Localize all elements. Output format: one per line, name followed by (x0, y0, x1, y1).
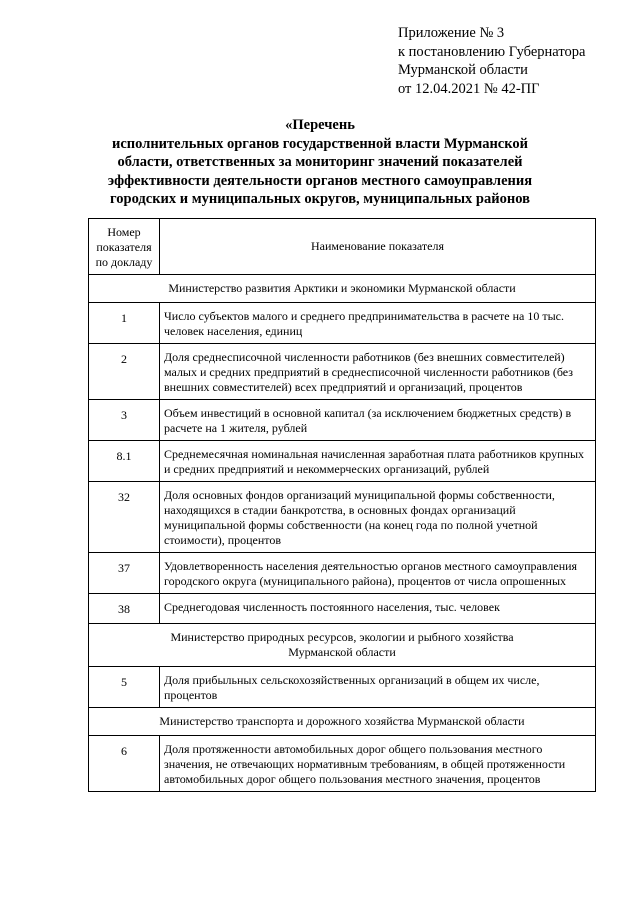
table-row (89, 303, 596, 344)
table-row (89, 482, 596, 553)
document-title (80, 116, 560, 209)
indicator-name: Среднегодовая численность постоянного населения, тыс. человек (160, 594, 596, 624)
appendix-block (398, 24, 585, 98)
table-header-row (89, 219, 596, 275)
indicator-number: 5 (89, 667, 160, 708)
indicator-number: 8.1 (89, 441, 160, 482)
section-row (89, 624, 596, 667)
title-line: области, ответственных за мониторинг значений показателей (117, 154, 523, 170)
appendix-line: Приложение № 3 (398, 25, 505, 41)
section-title: Министерство транспорта и дорожного хозяйства Мурманской области (89, 708, 596, 736)
title-line: эффективности деятельности органов местного самоуправления (107, 172, 533, 189)
appendix-line: Мурманской области (398, 62, 528, 78)
indicator-number: 37 (89, 553, 160, 594)
appendix-line: к постановлению Губернатора (398, 43, 586, 60)
indicator-number: 1 (89, 303, 160, 344)
section-title-line: Мурманской области (288, 645, 396, 659)
indicator-name: Объем инвестиций в основной капитал (за исключением бюджетных средств) в расчете на 1 жителя, рублей (160, 400, 596, 441)
table-row (89, 344, 596, 400)
title-line: городских и муниципальных округов, муниципальных районов (110, 191, 530, 207)
table-row (89, 667, 596, 708)
header-num-cell (89, 219, 160, 275)
indicator-number: 38 (89, 594, 160, 624)
section-title (89, 624, 596, 667)
indicator-name: Число субъектов малого и среднего предпринимательства в расчете на 10 тыс. человек населения, единиц (160, 303, 596, 344)
table-row (89, 736, 596, 792)
indicator-number: 3 (89, 400, 160, 441)
indicator-name: Удовлетворенность населения деятельностью органов местного самоуправления городского округа (муниципального района), процентов от числа опрошенных (160, 553, 596, 594)
header-num-line: Номер (107, 225, 141, 239)
table-row (89, 553, 596, 594)
header-num-line: по докладу (95, 255, 153, 269)
appendix-line: от 12.04.2021 № 42-ПГ (398, 80, 540, 97)
indicator-name: Доля основных фондов организаций муниципальной формы собственности, находящихся в стадии банкротства, в основных фондах организаций муниципальной формы собственности (на конец года по полной учетной стоимости), процентов (160, 482, 596, 553)
table-row (89, 400, 596, 441)
table-row (89, 594, 596, 624)
indicators-table (88, 218, 596, 792)
section-row (89, 708, 596, 736)
title-line: «Перечень (285, 117, 355, 133)
indicator-number: 32 (89, 482, 160, 553)
indicator-name: Доля среднесписочной численности работников (без внешних совместителей) малых и средних предприятий в среднесписочной численности работников (без внешних совместителей) всех предприятий и организаций, процентов (160, 344, 596, 400)
header-name-cell: Наименование показателя (160, 219, 596, 275)
indicator-name: Доля прибыльных сельскохозяйственных организаций в общем их числе, процентов (160, 667, 596, 708)
indicator-name: Доля протяженности автомобильных дорог общего пользования местного значения, не отвечающих нормативным требованиям, в общей протяженности автомобильных дорог общего пользования местного значения, процентов (160, 736, 596, 792)
section-title: Министерство развития Арктики и экономики Мурманской области (89, 275, 596, 303)
table-row (89, 441, 596, 482)
section-row (89, 275, 596, 303)
title-line: исполнительных органов государственной власти Мурманской (111, 135, 528, 152)
indicator-name: Среднемесячная номинальная начисленная заработная плата работников крупных и средних предприятий и некоммерческих организаций, рублей (160, 441, 596, 482)
indicator-number: 6 (89, 736, 160, 792)
indicator-number: 2 (89, 344, 160, 400)
header-num-line: показателя (96, 240, 152, 254)
section-title-line: Министерство природных ресурсов, экологии и рыбного хозяйства (170, 630, 514, 644)
